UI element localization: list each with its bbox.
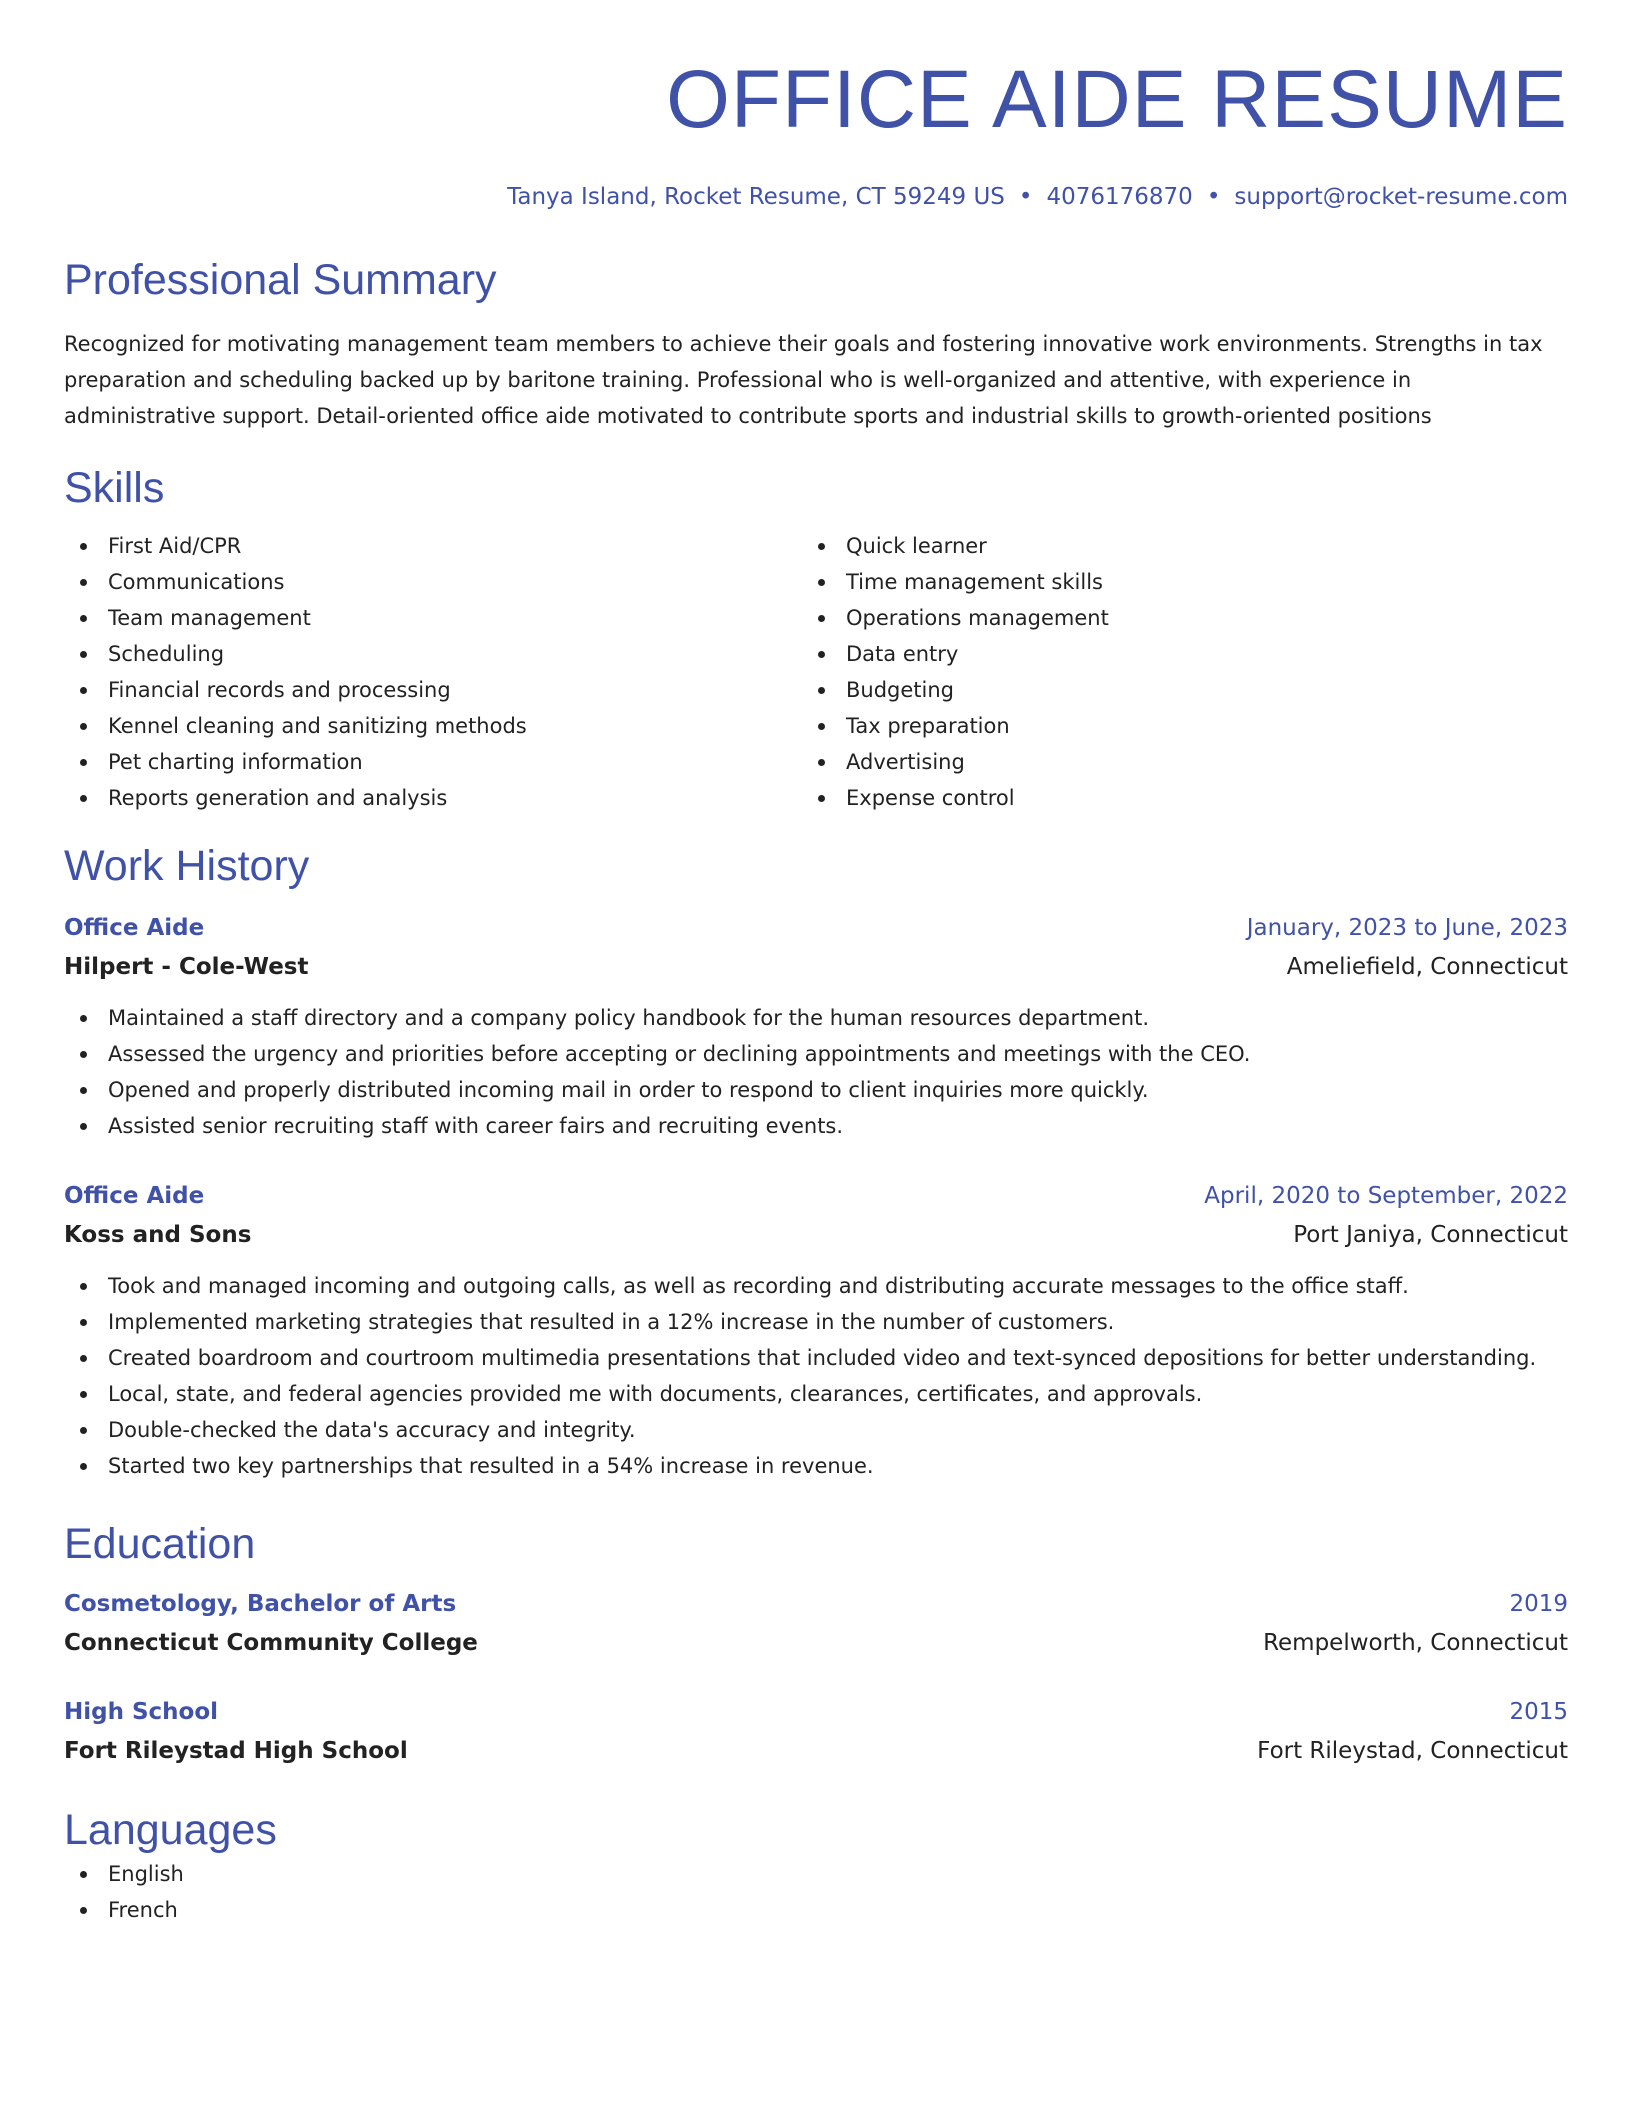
work-history-section bbox=[64, 840, 1568, 1484]
education-heading: Education bbox=[64, 1520, 256, 1568]
skill-item: Pet charting information bbox=[64, 744, 802, 780]
skill-item: Financial records and processing bbox=[64, 672, 802, 708]
job-bullet: Maintained a staff directory and a company policy handbook for the human resources department. bbox=[64, 1000, 1568, 1036]
education-location: Rempelworth, Connecticut bbox=[1263, 1630, 1568, 1656]
education-school: Fort Rileystad High School bbox=[64, 1738, 408, 1764]
skill-item: Kennel cleaning and sanitizing methods bbox=[64, 708, 802, 744]
job-bullet: Created boardroom and courtroom multimedia presentations that included video and text-synced depositions for better understanding. bbox=[64, 1340, 1568, 1376]
job-entry bbox=[64, 1178, 1568, 1484]
contact-email: support@rocket-resume.com bbox=[1234, 184, 1568, 210]
job-company: Hilpert - Cole-West bbox=[64, 954, 309, 980]
summary-heading: Professional Summary bbox=[64, 256, 497, 304]
skill-item: Data entry bbox=[802, 636, 1540, 672]
skills-list-right bbox=[802, 528, 1540, 816]
language-item: French bbox=[64, 1892, 1568, 1928]
summary-section bbox=[64, 254, 1568, 434]
job-bullet: Local, state, and federal agencies provided me with documents, clearances, certificates, and approvals. bbox=[64, 1376, 1568, 1412]
summary-text: Recognized for motivating management team members to achieve their goals and fostering innovative work environments. Strengths in tax preparation and scheduling backed up by baritone training. Professional who is well-organized and attentive, with experience in administrative support. Detail-oriented office aide motivated to contribute sports and industrial skills to growth-oriented positions bbox=[64, 332, 1543, 428]
job-bullet: Started two key partnerships that resulted in a 54% increase in revenue. bbox=[64, 1448, 1568, 1484]
skills-heading: Skills bbox=[64, 464, 165, 512]
languages-heading: Languages bbox=[64, 1806, 277, 1854]
job-bullet: Implemented marketing strategies that resulted in a 12% increase in the number of customers. bbox=[64, 1304, 1568, 1340]
job-subheader bbox=[64, 948, 1568, 986]
contact-phone: 4076176870 bbox=[1046, 184, 1193, 210]
contact-address: Tanya Island, Rocket Resume, CT 59249 US bbox=[507, 184, 1005, 210]
job-bullet: Opened and properly distributed incoming mail in order to respond to client inquiries more quickly. bbox=[64, 1072, 1568, 1108]
skill-item: Operations management bbox=[802, 600, 1540, 636]
skills-column-right bbox=[802, 528, 1540, 816]
skill-item: Communications bbox=[64, 564, 802, 600]
skill-item: Quick learner bbox=[802, 528, 1540, 564]
contact-separator: • bbox=[1206, 184, 1221, 210]
education-year: 2019 bbox=[1509, 1591, 1568, 1617]
job-role: Office Aide bbox=[64, 1183, 205, 1209]
education-degree: High School bbox=[64, 1699, 219, 1725]
education-entry bbox=[64, 1586, 1568, 1662]
education-school: Connecticut Community College bbox=[64, 1630, 478, 1656]
skills-grid bbox=[64, 528, 1568, 816]
job-subheader bbox=[64, 1216, 1568, 1254]
education-entry bbox=[64, 1694, 1568, 1770]
job-company: Koss and Sons bbox=[64, 1222, 252, 1248]
education-location: Fort Rileystad, Connecticut bbox=[1257, 1738, 1568, 1764]
skill-item: Time management skills bbox=[802, 564, 1540, 600]
languages-section bbox=[64, 1804, 1568, 1928]
skill-item: Advertising bbox=[802, 744, 1540, 780]
job-dates: January, 2023 to June, 2023 bbox=[1246, 915, 1568, 941]
education-subheader bbox=[64, 1732, 1568, 1770]
job-bullets bbox=[64, 1268, 1568, 1484]
languages-list bbox=[64, 1856, 1568, 1928]
job-bullet: Assisted senior recruiting staff with career fairs and recruiting events. bbox=[64, 1108, 1568, 1144]
contact-separator: • bbox=[1018, 184, 1033, 210]
education-subheader bbox=[64, 1624, 1568, 1662]
contact-line bbox=[64, 180, 1568, 214]
skills-section bbox=[64, 462, 1568, 816]
job-location: Ameliefield, Connecticut bbox=[1286, 954, 1568, 980]
job-bullet: Assessed the urgency and priorities before accepting or declining appointments and meetings with the CEO. bbox=[64, 1036, 1568, 1072]
skill-item: Budgeting bbox=[802, 672, 1540, 708]
job-location: Port Janiya, Connecticut bbox=[1293, 1222, 1568, 1248]
education-year: 2015 bbox=[1509, 1699, 1568, 1725]
education-degree: Cosmetology, Bachelor of Arts bbox=[64, 1591, 457, 1617]
job-bullets bbox=[64, 1000, 1568, 1144]
job-dates: April, 2020 to September, 2022 bbox=[1204, 1183, 1568, 1209]
language-item: English bbox=[64, 1856, 1568, 1892]
job-role: Office Aide bbox=[64, 915, 205, 941]
skill-item: Scheduling bbox=[64, 636, 802, 672]
skill-item: Tax preparation bbox=[802, 708, 1540, 744]
skill-item: Team management bbox=[64, 600, 802, 636]
education-header bbox=[64, 1586, 1568, 1622]
skills-column-left bbox=[64, 528, 802, 816]
job-bullet: Took and managed incoming and outgoing calls, as well as recording and distributing accurate messages to the office staff. bbox=[64, 1268, 1568, 1304]
skill-item: Expense control bbox=[802, 780, 1540, 816]
work-history-heading: Work History bbox=[64, 842, 310, 890]
skill-item: First Aid/CPR bbox=[64, 528, 802, 564]
education-section bbox=[64, 1518, 1568, 1770]
job-header bbox=[64, 1178, 1568, 1214]
skills-list-left bbox=[64, 528, 802, 816]
job-entry bbox=[64, 910, 1568, 1144]
job-bullet: Double-checked the data's accuracy and integrity. bbox=[64, 1412, 1568, 1448]
education-header bbox=[64, 1694, 1568, 1730]
skill-item: Reports generation and analysis bbox=[64, 780, 802, 816]
job-header bbox=[64, 910, 1568, 946]
resume-title: OFFICE AIDE RESUME bbox=[666, 54, 1568, 145]
